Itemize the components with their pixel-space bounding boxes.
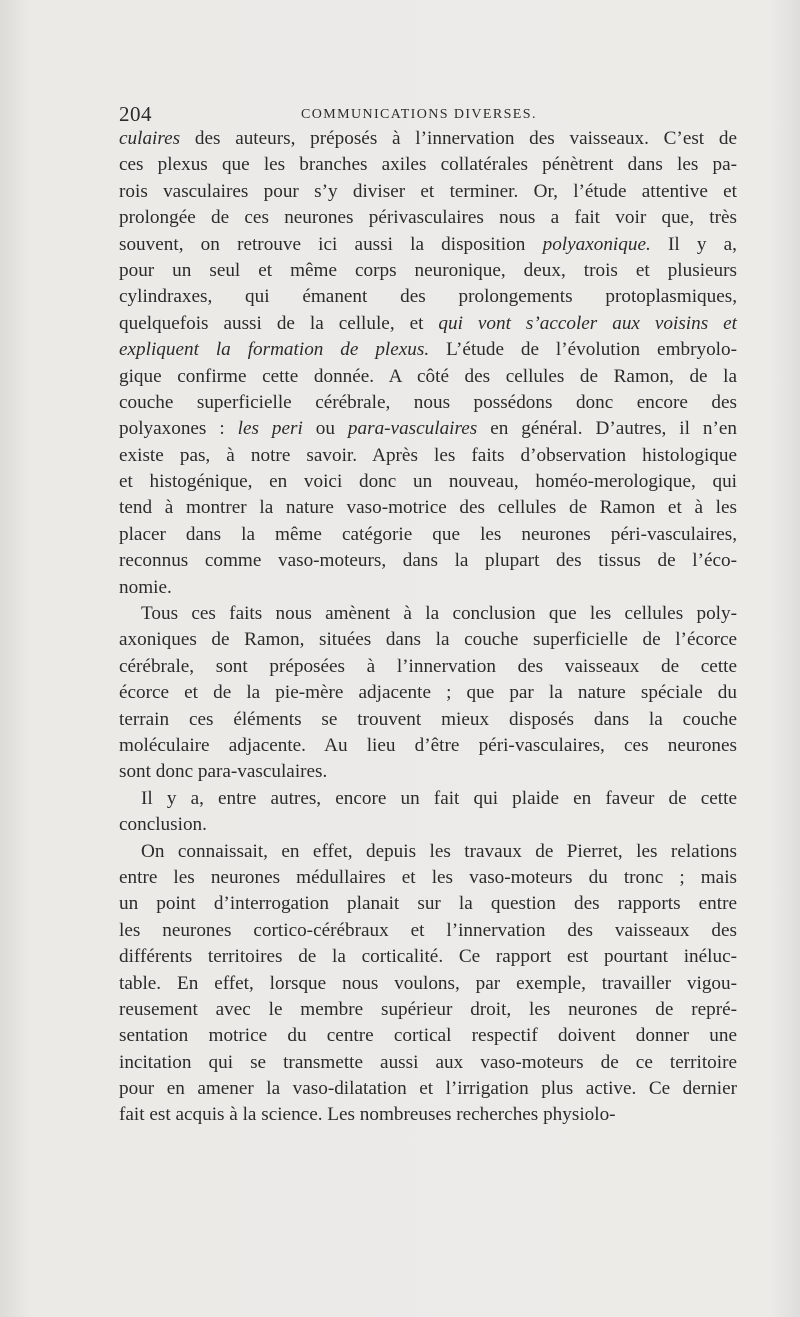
text-run: ou (302, 418, 348, 440)
text-line (119, 548, 737, 574)
italic-text: qui vont s’accoler aux voisins et (438, 312, 738, 334)
italic-text: culaires (119, 128, 181, 149)
text-run: quelquefois aussi de la cellule, et (119, 312, 439, 334)
text-run: couche superficielle cérébrale, nous possédons donc encore des (119, 391, 737, 413)
text-run: sentation motrice du centre cortical respectif doivent donner une (119, 1025, 737, 1047)
text-run: ces plexus que les branches axiles collatérales pénètrent dans les pa- (119, 154, 737, 176)
text-line (119, 891, 737, 917)
text-line (119, 152, 737, 178)
text-run: existe pas, à notre savoir. Après les faits d’observation histologique (119, 444, 737, 466)
text-line (119, 812, 737, 838)
text-run: souvent, on retrouve ici aussi la disposition (119, 233, 543, 255)
text-line (119, 1050, 737, 1076)
text-run: gique confirme cette donnée. A côté des cellules de Ramon, de la (119, 365, 737, 387)
text-line (119, 997, 737, 1023)
text-line (119, 680, 737, 706)
text-line (119, 364, 737, 390)
text-run: des auteurs, préposés à l’innervation des vaisseaux. C’est de (180, 128, 737, 149)
text-run: et histogénique, en voici donc un nouveau, homéo-merologique, qui (119, 471, 737, 493)
italic-text: expliquent la formation de plexus. (119, 339, 430, 361)
text-run: Il y a, entre autres, encore un fait qui plaide en faveur de cette (141, 787, 737, 809)
text-line (119, 258, 737, 284)
running-head: COMMUNICATIONS DIVERSES. (301, 107, 537, 122)
text-run: prolongée de ces neurones périvasculaires nous a fait voir que, très (119, 207, 737, 229)
italic-text: para-vasculaires (347, 418, 478, 440)
page-header (119, 102, 737, 128)
text-run: nomie. (119, 576, 172, 598)
text-line (119, 1076, 737, 1102)
text-run: reconnus comme vaso-moteurs, dans la plupart des tissus de l’éco- (119, 550, 737, 572)
text-run: entre les neurones médullaires et les vaso-moteurs du tronc ; mais (119, 866, 737, 888)
text-run: conclusion. (119, 814, 207, 836)
text-line (119, 707, 737, 733)
text-line (119, 575, 737, 601)
text-line (119, 944, 737, 970)
text-run: cérébrale, sont préposées à l’innervation des vaisseaux de cette (119, 655, 737, 677)
text-line (119, 522, 737, 548)
text-run: terrain ces éléments se trouvent mieux disposés dans la couche (119, 708, 737, 730)
text-run: pour en amener la vaso-dilatation et l’irrigation plus active. Ce dernier (119, 1078, 737, 1100)
text-run: table. En effet, lorsque nous voulons, par exemple, travailler vigou- (119, 972, 737, 994)
text-line (119, 495, 737, 521)
text-run: moléculaire adjacente. Au lieu d’être péri-vasculaires, ces neurones (119, 734, 737, 756)
text-line (119, 971, 737, 997)
text-run: On connaissait, en effet, depuis les travaux de Pierret, les relations (141, 840, 737, 862)
text-line (119, 786, 737, 812)
text-line (119, 337, 737, 363)
text-run: écorce et de la pie-mère adjacente ; que par la nature spéciale du (119, 682, 737, 704)
text-run: fait est acquis à la science. Les nombreuses recherches physiolo- (119, 1104, 616, 1126)
text-run: reusement avec le membre supérieur droit, les neurones de repré- (119, 998, 737, 1020)
italic-text: polyaxonique. (542, 233, 651, 255)
text-run: Il y a, (650, 233, 737, 255)
text-line (119, 469, 737, 495)
text-run: en général. D’autres, il n’en (477, 418, 737, 440)
text-line (119, 839, 737, 865)
text-line (119, 311, 737, 337)
text-line (119, 733, 737, 759)
text-line (119, 390, 737, 416)
text-run: L’étude de l’évolution embryolo- (429, 339, 737, 361)
text-line (119, 179, 737, 205)
text-line (119, 1023, 737, 1049)
text-run: différents territoires de la corticalité. Ce rapport est pourtant inéluc- (119, 946, 737, 968)
text-line (119, 232, 737, 258)
text-run: un point d’interrogation planait sur la question des rapports entre (119, 893, 737, 915)
text-run: sont donc para-vasculaires. (119, 761, 328, 783)
text-line (119, 205, 737, 231)
text-run: pour un seul et même corps neuronique, deux, trois et plusieurs (119, 259, 737, 281)
text-line (119, 416, 737, 442)
text-line (119, 443, 737, 469)
text-run: axoniques de Ramon, situées dans la couche superficielle de l’écorce (119, 629, 737, 651)
text-run: placer dans la même catégorie que les neurones péri-vasculaires, (119, 523, 737, 545)
text-run: cylindraxes, qui émanent des prolongements protoplasmiques, (119, 286, 737, 308)
text-line (119, 1102, 737, 1128)
text-line (119, 759, 737, 785)
text-line (119, 627, 737, 653)
text-run: polyaxones : (119, 418, 238, 440)
text-line (119, 654, 737, 680)
text-line (119, 918, 737, 944)
text-run: les neurones cortico-cérébraux et l’innervation des vaisseaux des (119, 919, 737, 941)
text-run: Tous ces faits nous amènent à la conclusion que les cellules poly- (141, 603, 737, 625)
text-line (119, 601, 737, 627)
text-run: incitation qui se transmette aussi aux vaso-moteurs de ce territoire (119, 1051, 737, 1073)
text-line (119, 284, 737, 310)
text-run: rois vasculaires pour s’y diviser et terminer. Or, l’étude attentive et (119, 180, 737, 202)
page-number: 204 (119, 102, 152, 126)
text-line (119, 126, 737, 152)
text-run: tend à montrer la nature vaso-motrice des cellules de Ramon et à les (119, 497, 737, 519)
text-line (119, 865, 737, 891)
body-text (119, 126, 737, 1129)
italic-text: les peri (237, 418, 303, 440)
